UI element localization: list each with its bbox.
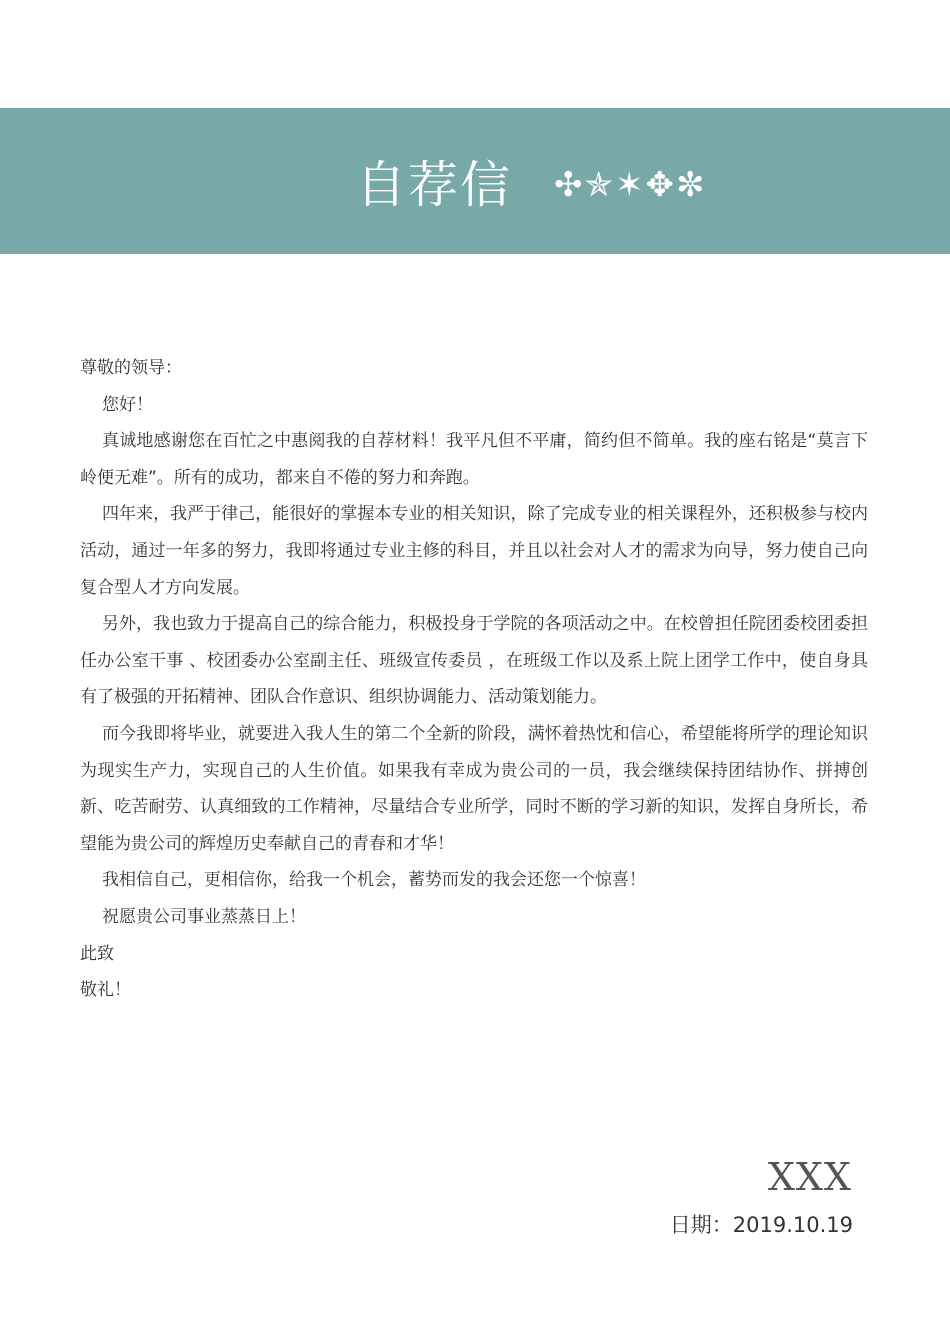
letter-paragraph: 而今我即将毕业，就要进入我人生的第二个全新的阶段，满怀着热忱和信心，希望能将所学的理论知识为现实生产力，实现自己的人生价值。如果我有幸成为贵公司的一员，我会继续保持团结协作、拼搏创新、吃苦耐劳、认真细致的工作精神，尽量结合专业所学，同时不断的学习新的知识，发挥自身所长，希望能为贵公司的辉煌历史奉献自己的青春和才华！ — [80, 723, 868, 854]
signature-name: XXX — [767, 1155, 852, 1199]
closing-line: 此致 — [80, 943, 114, 964]
letter-paragraph: 祝愿贵公司事业蒸蒸日上！ — [102, 906, 306, 927]
letter-paragraph: 四年来，我严于律己，能很好的掌握本专业的相关知识，除了完成专业的相关课程外，还积极参与校内活动，通过一年多的努力，我即将通过专业主修的科目，并且以社会对人才的需求为向导，努力使自己向复合型人才方向发展。 — [80, 504, 868, 598]
page-title: 自荐信 — [356, 156, 512, 214]
closing-line: 敬礼！ — [80, 980, 131, 1001]
star-ornament-icon: ✣✯✶✥✼ — [554, 165, 707, 205]
greeting: 您好！ — [102, 394, 153, 415]
signature-date: 日期：2019.10.19 — [669, 1213, 853, 1237]
letter-paragraph: 我相信自己，更相信你，给我一个机会，蓄势而发的我会还您一个惊喜！ — [102, 870, 646, 891]
letter-paragraph: 另外，我也致力于提高自己的综合能力，积极投身于学院的各项活动之中。在校曾担任院团委校团委担任办公室干事 、校团委办公室副主任、班级宣传委员 ，在班级工作以及系上院上团学工作中，使自身具有了极强的开拓精神、团队合作意识、组织协调能力、活动策划能力。 — [80, 614, 868, 708]
letter-body — [80, 350, 868, 1009]
letter-paragraph: 真诚地感谢您在百忙之中惠阅我的自荐材料！我平凡但不平庸，简约但不简单。我的座右铭是“莫言下岭便无难”。所有的成功，都来自不倦的努力和奔跑。 — [80, 431, 868, 488]
salutation: 尊敬的领导： — [80, 358, 182, 378]
